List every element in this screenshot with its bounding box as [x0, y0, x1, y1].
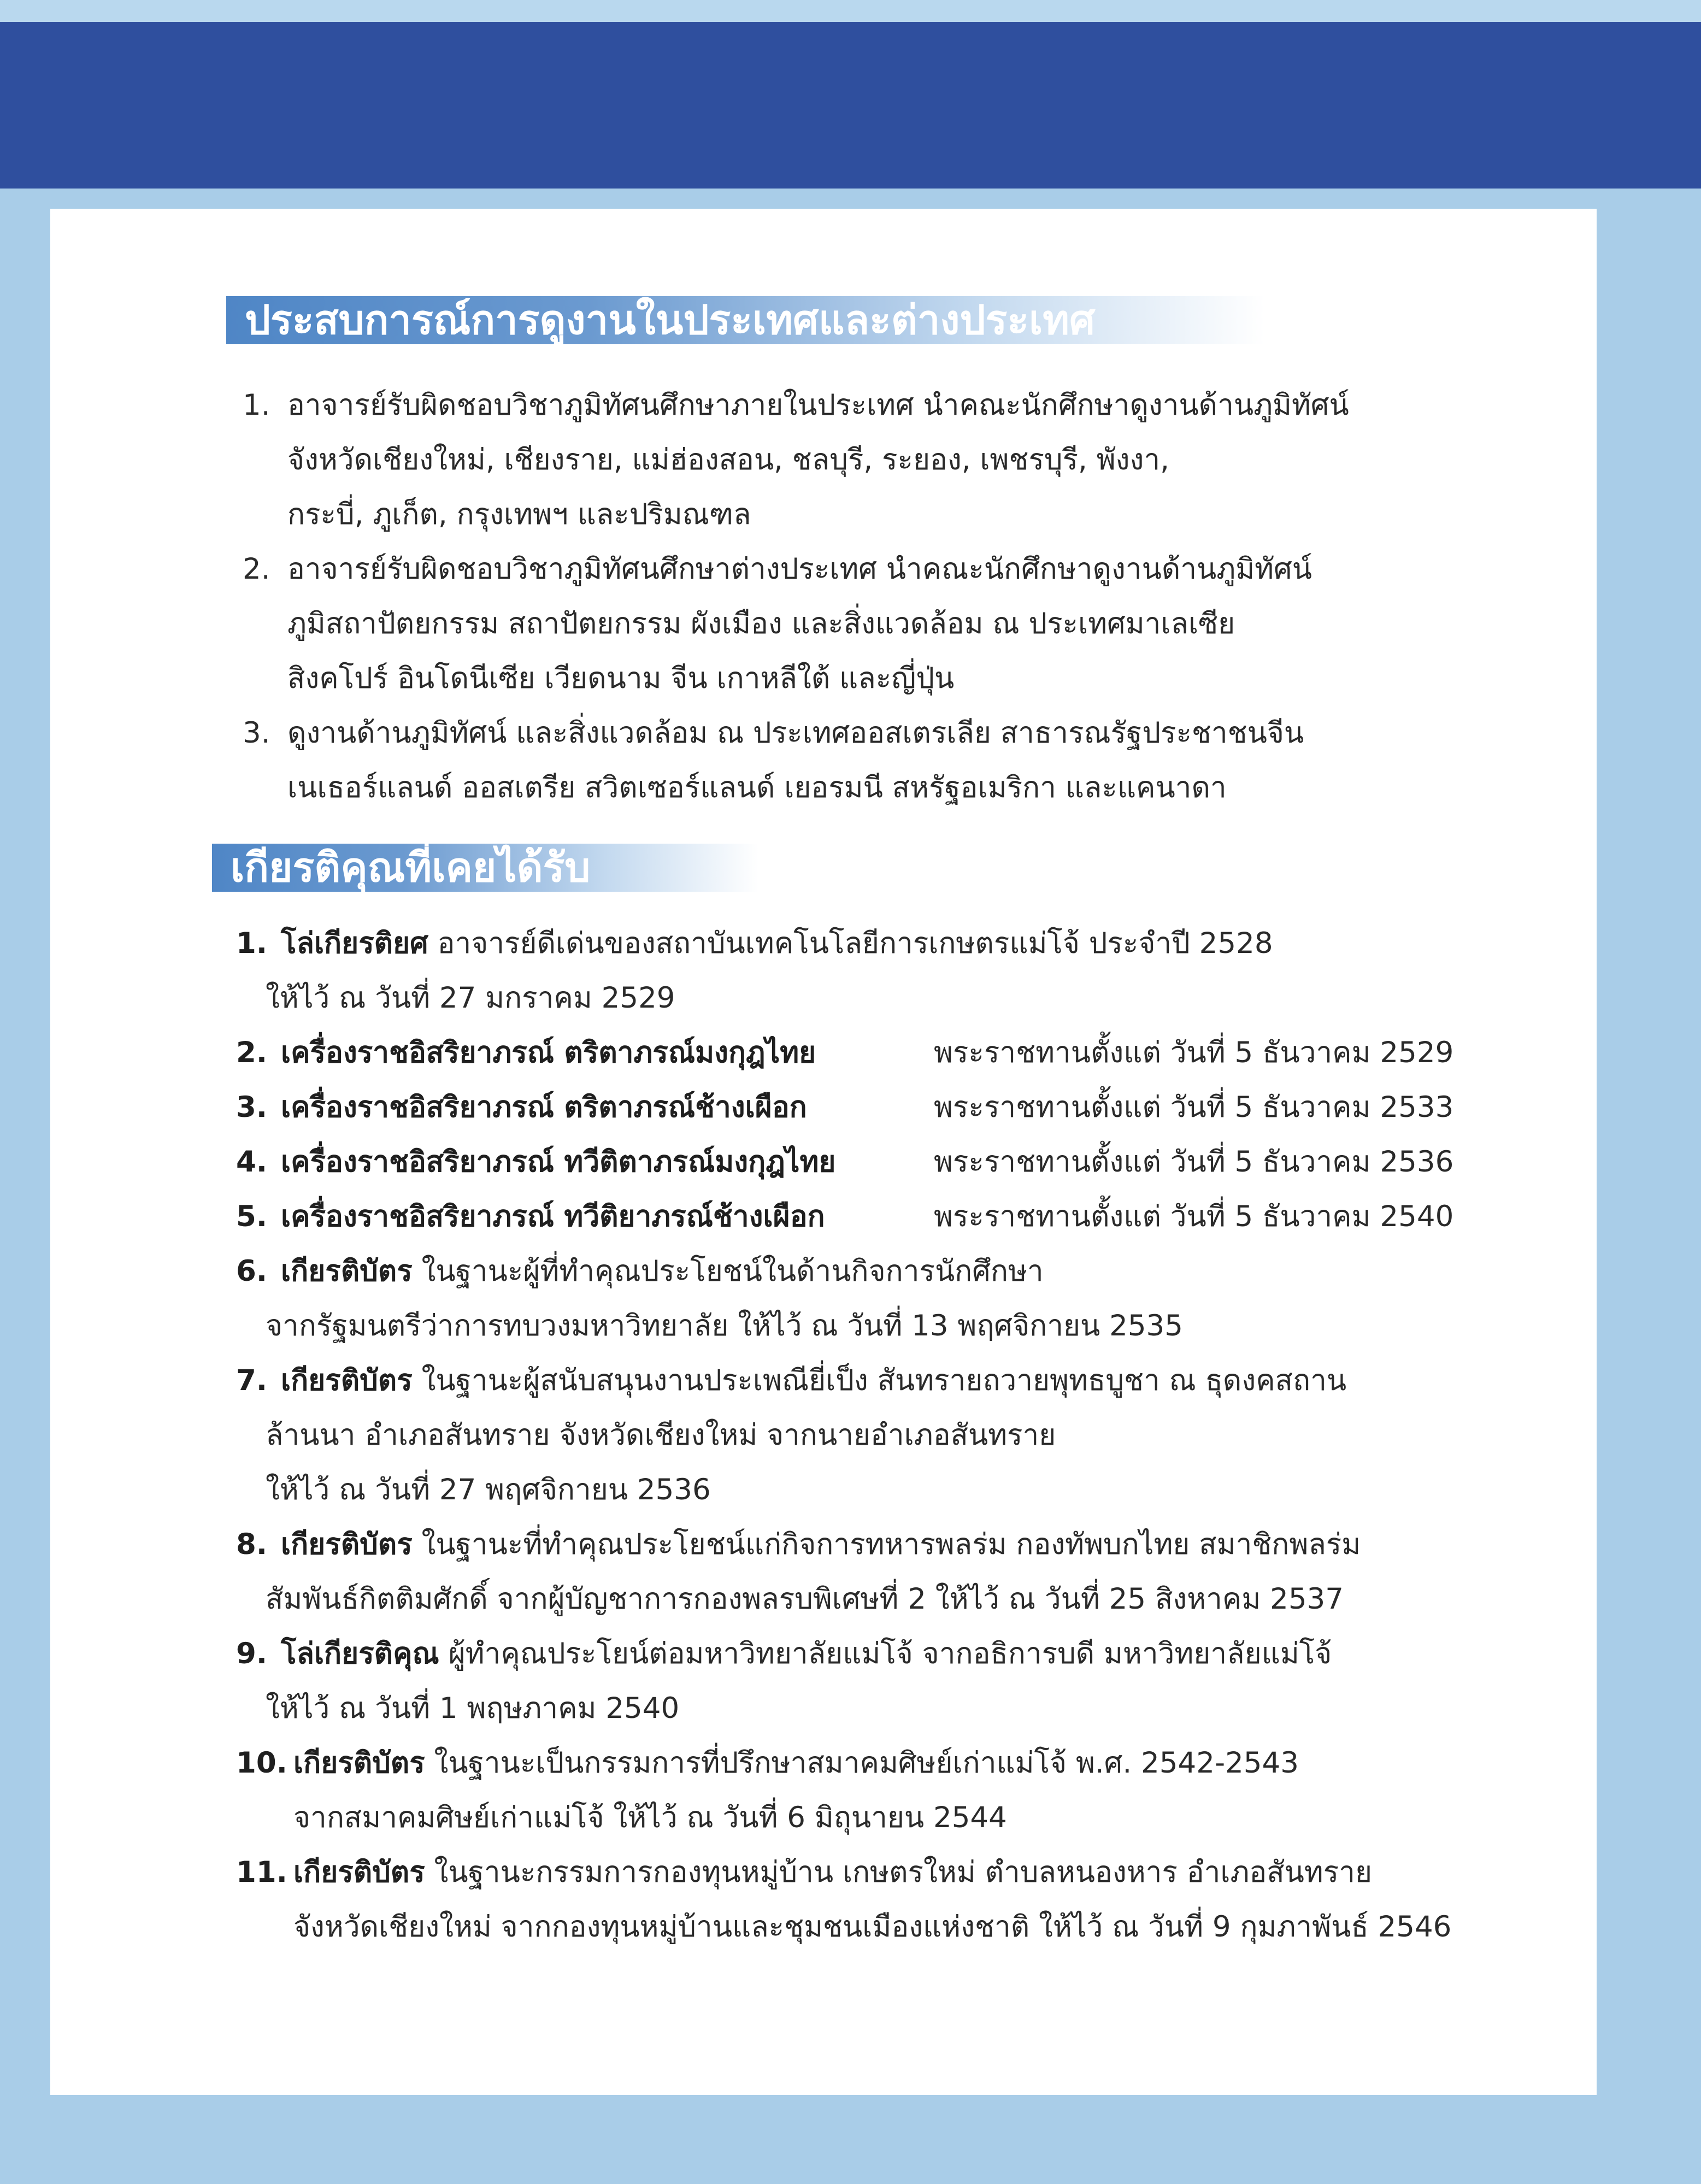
list-item	[236, 1353, 1558, 1517]
list-item	[236, 916, 1558, 1026]
item-text-line: สิงคโปร์ อินโดนีเซีย เวียดนาม จีน เกาหลีใต้ และญี่ปุ่น	[287, 662, 955, 695]
content-card	[50, 209, 1597, 2095]
item-number: 1.	[236, 927, 268, 960]
honor-title: เกียรติบัตร	[281, 1255, 413, 1288]
honor-detail: ในฐานะที่ทำคุณประโยชน์แก่กิจการทหารพลร่ม กองทัพบกไทย สมาชิกพลร่ม	[412, 1528, 1361, 1561]
item-text-line	[281, 1135, 1558, 1190]
item-text-line: จากรัฐมนตรีว่าการทบวงมหาวิทยาลัย ให้ไว้ ณ วันที่ 13 พฤศจิกายน 2535	[266, 1309, 1183, 1343]
honor-detail: พระราชทานตั้งแต่ วันที่ 5 ธันวาคม 2533	[934, 1091, 1454, 1124]
item-text-line	[293, 1845, 1558, 1900]
study-tour-list	[243, 378, 1527, 815]
item-text-line	[281, 1353, 1558, 1408]
list-item	[236, 1026, 1558, 1080]
honor-title: โล่เกียรติยศ	[281, 927, 428, 960]
item-text-line: ให้ไว้ ณ วันที่ 1 พฤษภาคม 2540	[266, 1692, 680, 1725]
honor-detail: ในฐานะผู้สนับสนุนงานประเพณียี่เป็ง สันทรายถวายพุทธบูชา ณ ธุดงคสถาน	[412, 1364, 1347, 1397]
list-item	[236, 1736, 1558, 1845]
item-number: 4.	[236, 1145, 268, 1179]
item-text-line: ให้ไว้ ณ วันที่ 27 พฤศจิกายน 2536	[266, 1473, 711, 1506]
honor-detail: ในฐานะเป็นกรรมการที่ปรึกษาสมาคมศิษย์เก่าแม่โจ้ พ.ศ. 2542-2543	[425, 1746, 1299, 1780]
item-number: 2.	[243, 552, 270, 586]
item-text-line: อาจารย์รับผิดชอบวิชาภูมิทัศนศึกษาภายในประเทศ นำคณะนักศึกษาดูงานด้านภูมิทัศน์	[287, 388, 1349, 422]
honor-title: เครื่องราชอิสริยาภรณ์ ตริตาภรณ์มงกุฎไทย	[281, 1036, 816, 1069]
header-band	[0, 22, 1701, 189]
honor-detail: ในฐานะผู้ที่ทำคุณประโยชน์ในด้านกิจการนักศึกษา	[412, 1255, 1044, 1288]
honor-detail: พระราชทานตั้งแต่ วันที่ 5 ธันวาคม 2536	[934, 1145, 1454, 1179]
item-text-line: ดูงานด้านภูมิทัศน์ และสิ่งแวดล้อม ณ ประเทศออสเตรเลีย สาธารณรัฐประชาชนจีน	[287, 716, 1304, 750]
list-item	[236, 1190, 1558, 1244]
item-number: 1.	[243, 388, 270, 422]
item-text-line	[281, 1026, 1558, 1080]
item-text-line: ภูมิสถาปัตยกรรม สถาปัตยกรรม ผังเมือง และสิ่งแวดล้อม ณ ประเทศมาเลเซีย	[287, 607, 1235, 640]
section-heading-honors: เกียรติคุณที่เคยได้รับ	[212, 844, 758, 892]
item-text-line	[281, 1080, 1558, 1135]
honor-title: โล่เกียรติคุณ	[281, 1637, 439, 1670]
item-number: 3.	[243, 716, 270, 750]
honor-detail: อาจารย์ดีเด่นของสถาบันเทคโนโลยีการเกษตรแม่โจ้ ประจำปี 2528	[428, 927, 1273, 960]
item-number: 3.	[236, 1091, 268, 1124]
item-text-line	[281, 1244, 1558, 1299]
honor-title: เกียรติบัตร	[293, 1746, 425, 1780]
list-item	[236, 1517, 1558, 1627]
item-text-line: ให้ไว้ ณ วันที่ 27 มกราคม 2529	[266, 981, 675, 1015]
section-heading-study-tours: ประสบการณ์การดูงานในประเทศและต่างประเทศ	[226, 296, 1264, 344]
list-item	[236, 1244, 1558, 1353]
item-text-line: จังหวัดเชียงใหม่, เชียงราย, แม่ฮ่องสอน, ชลบุรี, ระยอง, เพชรบุรี, พังงา,	[287, 443, 1170, 476]
item-number: 11.	[236, 1856, 287, 1889]
honor-detail: ผู้ทำคุณประโยน์ต่อมหาวิทยาลัยแม่โจ้ จากอธิการบดี มหาวิทยาลัยแม่โจ้	[439, 1637, 1332, 1670]
list-item	[236, 1135, 1558, 1190]
item-number: 9.	[236, 1637, 268, 1670]
page-top-edge	[0, 0, 1701, 22]
list-item	[243, 706, 1527, 815]
list-item	[236, 1845, 1558, 1955]
item-text-line	[281, 1190, 1558, 1244]
item-number: 5.	[236, 1200, 268, 1233]
item-text-line	[281, 1517, 1558, 1572]
list-item	[236, 1080, 1558, 1135]
item-text-line	[293, 1736, 1558, 1791]
honor-detail: พระราชทานตั้งแต่ วันที่ 5 ธันวาคม 2540	[934, 1200, 1454, 1233]
item-text-line: อาจารย์รับผิดชอบวิชาภูมิทัศนศึกษาต่างประเทศ นำคณะนักศึกษาดูงานด้านภูมิทัศน์	[287, 552, 1312, 586]
item-text-line: ล้านนา อำเภอสันทราย จังหวัดเชียงใหม่ จากนายอำเภอสันทราย	[266, 1418, 1056, 1452]
list-item	[243, 378, 1527, 542]
honor-title: เกียรติบัตร	[293, 1856, 425, 1889]
item-number: 6.	[236, 1255, 268, 1288]
item-text-line	[281, 1627, 1558, 1681]
item-number: 2.	[236, 1036, 268, 1069]
item-text-line: จังหวัดเชียงใหม่ จากกองทุนหมู่บ้านและชุมชนเมืองแห่งชาติ ให้ไว้ ณ วันที่ 9 กุมภาพันธ์ 2546	[293, 1910, 1452, 1944]
item-number: 8.	[236, 1528, 268, 1561]
honor-title: เกียรติบัตร	[281, 1364, 413, 1397]
honor-detail: ในฐานะกรรมการกองทุนหมู่บ้าน เกษตรใหม่ ตำบลหนองหาร อำเภอสันทราย	[425, 1856, 1373, 1889]
honor-title: เครื่องราชอิสริยาภรณ์ ตริตาภรณ์ช้างเผือก	[281, 1091, 807, 1124]
item-text-line	[281, 916, 1558, 971]
item-number: 10.	[236, 1746, 287, 1780]
item-text-line: จากสมาคมศิษย์เก่าแม่โจ้ ให้ไว้ ณ วันที่ 6 มิถุนายน 2544	[293, 1801, 1007, 1834]
honor-title: เกียรติบัตร	[281, 1528, 413, 1561]
honor-detail: พระราชทานตั้งแต่ วันที่ 5 ธันวาคม 2529	[934, 1036, 1454, 1069]
item-number: 7.	[236, 1364, 268, 1397]
item-text-line: เนเธอร์แลนด์ ออสเตรีย สวิตเซอร์แลนด์ เยอรมนี สหรัฐอเมริกา และแคนาดา	[287, 771, 1227, 804]
item-text-line: กระบี่, ภูเก็ต, กรุงเทพฯ และปริมณฑล	[287, 498, 751, 531]
honor-title: เครื่องราชอิสริยาภรณ์ ทวีติตาภรณ์มงกุฎไทย	[281, 1145, 836, 1179]
honors-list	[236, 916, 1558, 1955]
item-text-line: สัมพันธ์กิตติมศักดิ์ จากผู้บัญชาการกองพลรบพิเศษที่ 2 ให้ไว้ ณ วันที่ 25 สิงหาคม 2537	[266, 1582, 1344, 1616]
list-item	[243, 542, 1527, 706]
honor-title: เครื่องราชอิสริยาภรณ์ ทวีติยาภรณ์ช้างเผือก	[281, 1200, 825, 1233]
list-item	[236, 1627, 1558, 1736]
